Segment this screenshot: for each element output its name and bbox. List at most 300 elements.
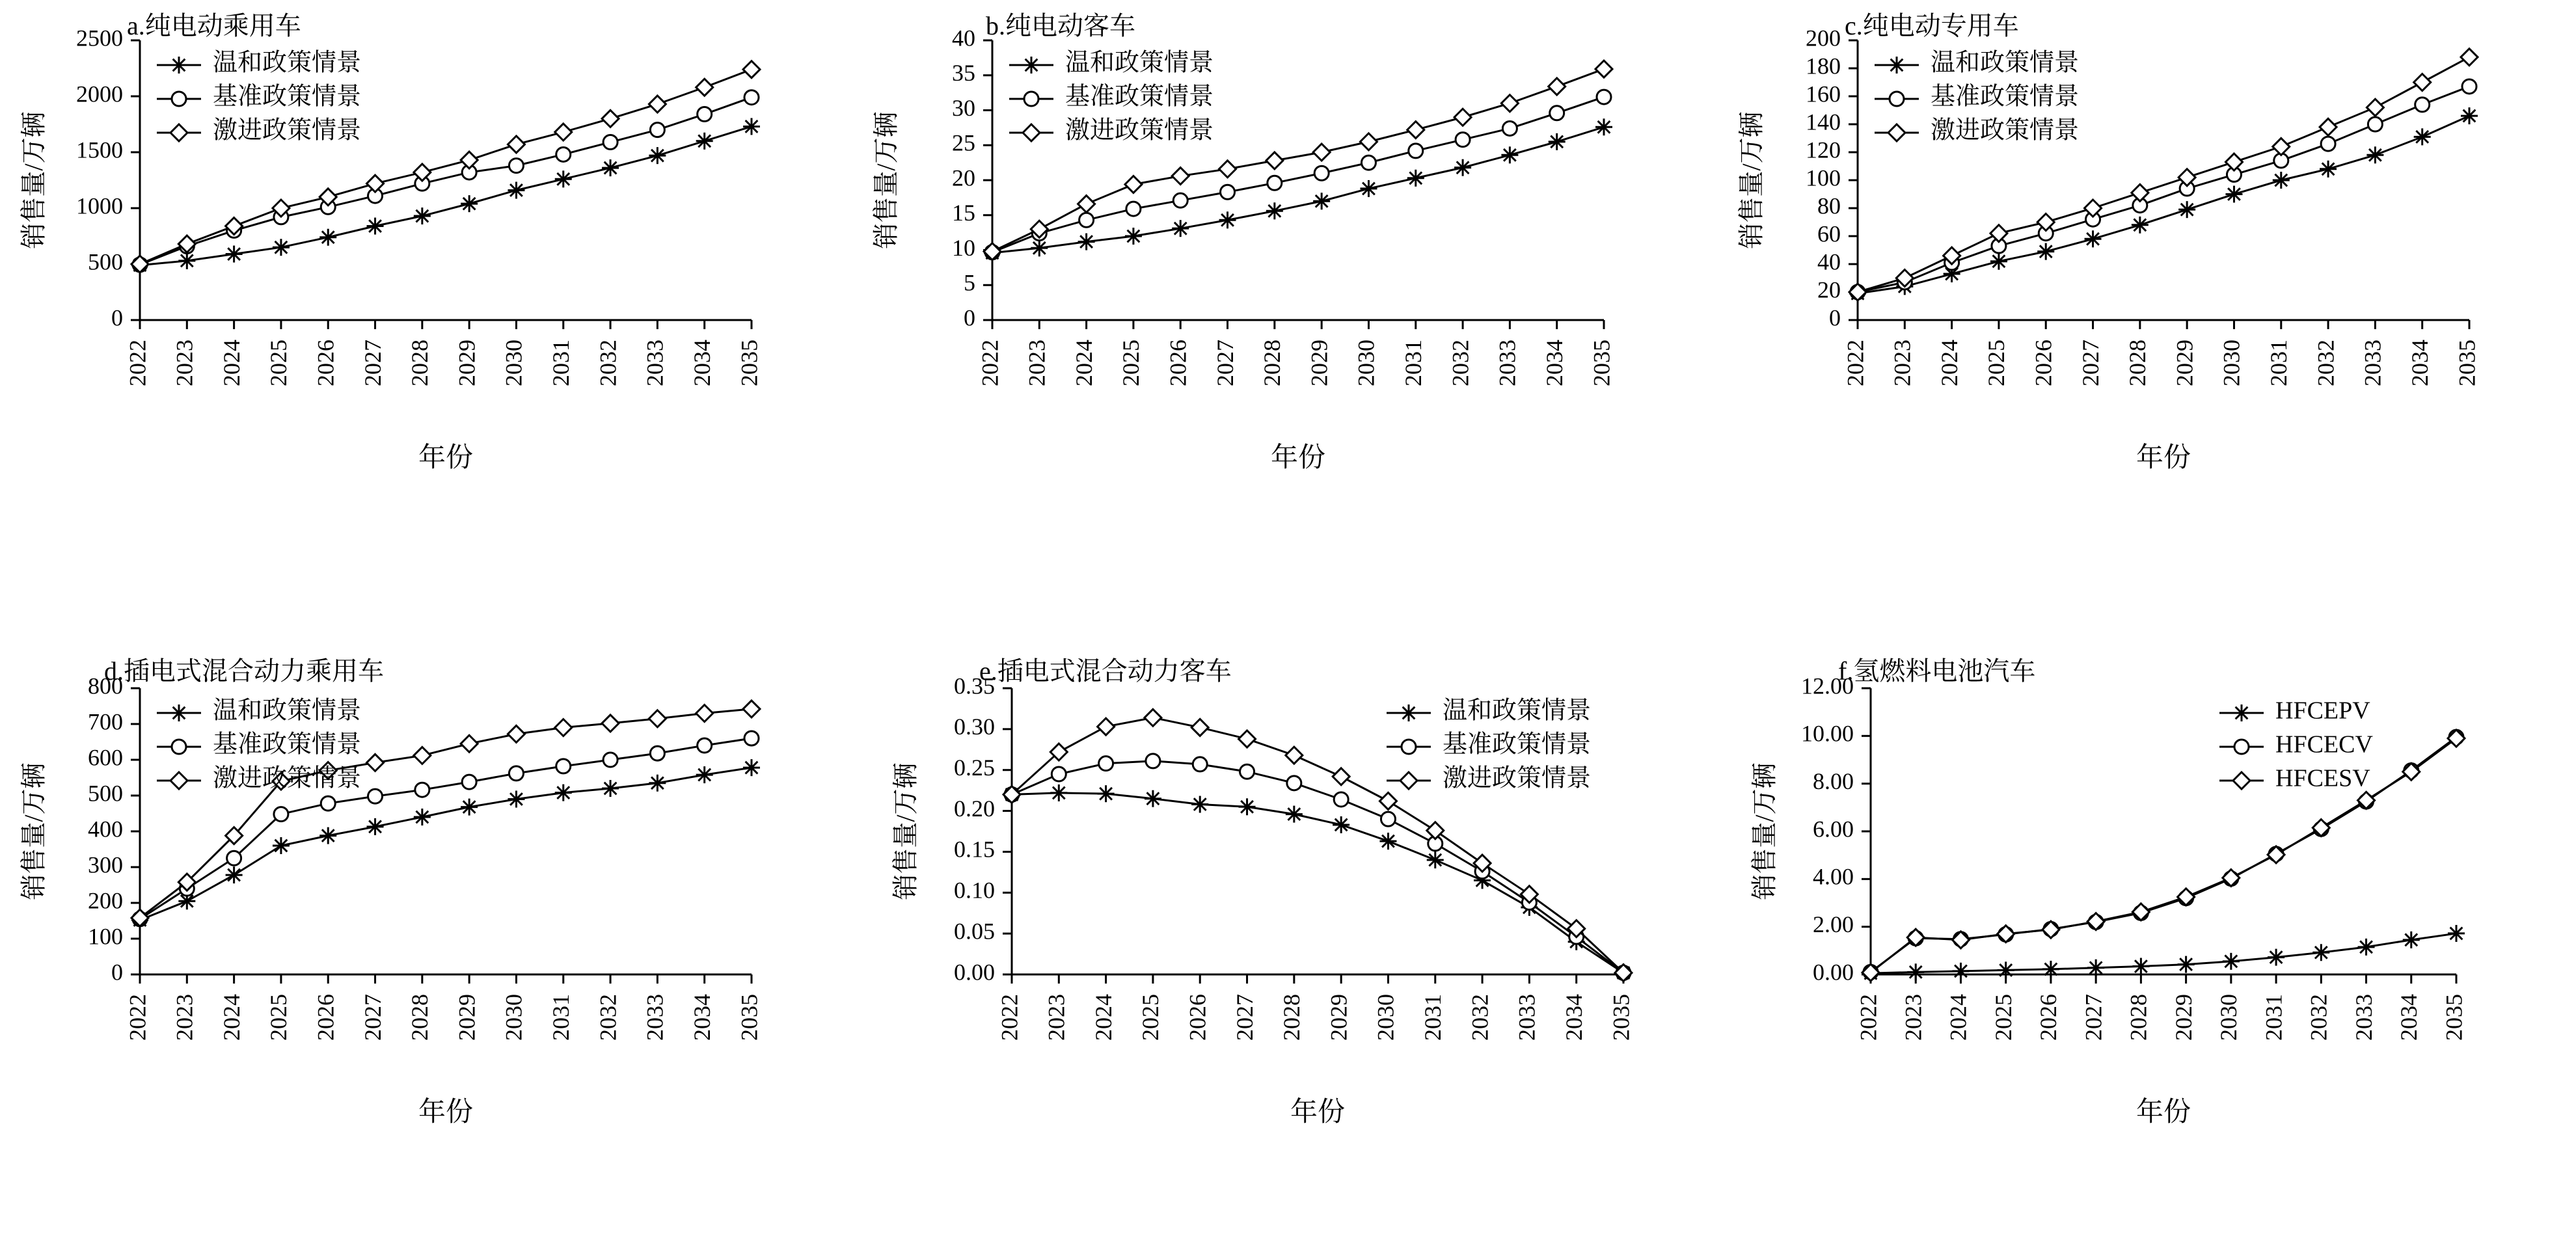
x-tick-label: 2027 <box>359 340 386 386</box>
legend-label: 基准政策情景 <box>1931 83 2080 111</box>
x-tick-label: 2026 <box>1165 340 1191 386</box>
y-tick-label: 0 <box>1829 304 1841 331</box>
data-point-circle-icon <box>172 92 186 106</box>
data-point-star-icon <box>2312 944 2329 961</box>
legend-label: 温和政策情景 <box>1443 697 1592 725</box>
x-axis-label: 年份 <box>2135 443 2191 473</box>
x-tick-label: 2034 <box>688 340 715 386</box>
data-point-diamond-icon <box>367 754 384 771</box>
x-tick-label: 2030 <box>500 994 527 1041</box>
y-tick-label: 0.20 <box>954 795 995 822</box>
x-tick-label: 2023 <box>1024 340 1050 386</box>
y-tick-label: 500 <box>88 248 123 275</box>
x-tick-label: 2032 <box>2305 994 2332 1041</box>
data-point-circle-icon <box>1051 767 1066 781</box>
x-tick-label: 2035 <box>1588 340 1615 386</box>
x-tick-label: 2029 <box>2170 994 2197 1041</box>
data-point-star-icon <box>178 252 195 269</box>
data-point-star-icon <box>170 57 187 74</box>
x-tick-label: 2024 <box>1070 340 1097 386</box>
y-axis-label: 销售量/万辆 <box>1750 762 1779 900</box>
data-point-diamond-icon <box>2366 99 2383 116</box>
data-point-diamond-icon <box>2225 154 2242 170</box>
data-point-circle-icon <box>603 753 617 767</box>
chart-svg <box>859 0 1718 623</box>
axes <box>992 40 1604 320</box>
x-axis-label: 年份 <box>1270 443 1326 473</box>
data-point-circle-icon <box>1502 121 1517 135</box>
data-point-star-icon <box>2085 230 2102 247</box>
data-point-circle-icon <box>1146 754 1160 768</box>
data-point-star-icon <box>2225 186 2242 203</box>
x-tick-label: 2025 <box>1983 340 2010 386</box>
data-point-diamond-icon <box>1098 718 1115 735</box>
data-point-diamond-icon <box>649 710 666 727</box>
data-point-star-icon <box>1286 806 1303 823</box>
data-point-circle-icon <box>698 738 712 753</box>
x-tick-label: 2033 <box>2359 340 2386 386</box>
chart-svg <box>0 0 859 623</box>
y-tick-label: 1500 <box>76 137 123 163</box>
data-point-circle-icon <box>2234 740 2249 754</box>
chart-title: e.插电式混合动力客车 <box>979 656 1232 686</box>
x-tick-label: 2035 <box>2454 340 2480 386</box>
data-point-diamond-icon <box>1454 109 1471 126</box>
data-point-star-icon <box>1990 253 2007 270</box>
data-point-diamond-icon <box>1888 124 1905 141</box>
data-point-star-icon <box>1333 816 1349 833</box>
y-tick-label: 4.00 <box>1813 863 1854 890</box>
data-point-circle-icon <box>1126 202 1141 216</box>
data-point-star-icon <box>226 866 243 883</box>
data-point-circle-icon <box>2415 98 2430 112</box>
data-point-circle-icon <box>1268 176 1282 190</box>
data-point-diamond-icon <box>1172 168 1189 185</box>
chart-panel-c <box>1718 0 2576 623</box>
y-axis-label: 销售量/万辆 <box>19 762 48 900</box>
y-tick-label: 80 <box>1817 193 1841 219</box>
x-tick-label: 2030 <box>1353 340 1379 386</box>
y-tick-label: 40 <box>1817 248 1841 275</box>
data-point-circle-icon <box>1409 144 1423 158</box>
data-point-star-icon <box>696 133 713 150</box>
x-tick-label: 2030 <box>2218 340 2245 386</box>
data-point-circle-icon <box>2462 79 2476 94</box>
chart-legend <box>2219 697 2373 792</box>
data-point-diamond-icon <box>414 747 431 764</box>
data-point-circle-icon <box>1402 740 1416 754</box>
chart-title: b.纯电动客车 <box>986 11 1135 40</box>
data-point-diamond-icon <box>2461 49 2478 66</box>
data-point-star-icon <box>602 159 619 176</box>
chart-panel-d <box>0 623 859 1247</box>
legend-label: HFCEPV <box>2275 697 2370 725</box>
y-tick-label: 60 <box>1817 221 1841 247</box>
x-tick-label: 2028 <box>2125 994 2152 1041</box>
y-tick-label: 160 <box>1806 81 1841 107</box>
y-tick-label: 140 <box>1806 109 1841 135</box>
data-point-star-icon <box>2358 939 2375 956</box>
data-point-diamond-icon <box>1849 284 1866 301</box>
y-tick-label: 180 <box>1806 53 1841 79</box>
data-point-diamond-icon <box>1333 768 1349 785</box>
x-tick-label: 2027 <box>359 994 386 1041</box>
x-tick-label: 2029 <box>1306 340 1333 386</box>
x-tick-label: 2032 <box>1467 994 1493 1041</box>
data-point-circle-icon <box>415 783 429 797</box>
data-point-star-icon <box>1907 963 1924 980</box>
data-point-diamond-icon <box>555 124 572 141</box>
data-point-diamond-icon <box>696 705 713 722</box>
x-tick-label: 2028 <box>407 340 433 386</box>
x-tick-label: 2029 <box>454 340 480 386</box>
legend-label: 温和政策情景 <box>1931 49 2080 77</box>
data-point-star-icon <box>1191 796 1208 813</box>
y-tick-label: 15 <box>952 200 975 226</box>
data-point-circle-icon <box>556 147 571 161</box>
data-point-diamond-icon <box>1145 709 1161 726</box>
x-axis-label: 年份 <box>418 443 474 473</box>
x-tick-label: 2030 <box>500 340 527 386</box>
data-point-star-icon <box>2403 932 2420 948</box>
x-tick-label: 2027 <box>2077 340 2104 386</box>
data-point-star-icon <box>1023 57 1040 74</box>
y-tick-label: 0.05 <box>954 918 995 945</box>
data-point-star-icon <box>2042 961 2059 978</box>
data-point-circle-icon <box>1099 757 1113 771</box>
data-point-star-icon <box>226 246 243 263</box>
x-tick-label: 2025 <box>1990 994 2016 1041</box>
data-point-star-icon <box>1952 963 1969 980</box>
data-point-circle-icon <box>509 766 523 781</box>
x-tick-label: 2029 <box>1325 994 1352 1041</box>
y-tick-label: 700 <box>88 708 123 735</box>
data-point-star-icon <box>367 818 384 835</box>
data-point-diamond-icon <box>461 152 478 168</box>
data-point-star-icon <box>1501 146 1518 163</box>
chart-svg <box>1718 0 2576 623</box>
x-tick-label: 2029 <box>454 994 480 1041</box>
data-point-star-icon <box>2268 949 2285 966</box>
data-point-circle-icon <box>321 796 335 811</box>
data-point-diamond-icon <box>2320 118 2337 135</box>
data-point-star-icon <box>1427 851 1444 868</box>
data-point-diamond-icon <box>1990 225 2007 242</box>
data-point-star-icon <box>2132 217 2149 234</box>
data-point-diamond-icon <box>2414 74 2431 91</box>
data-point-diamond-icon <box>508 136 524 153</box>
chart-title: c.纯电动专用车 <box>1845 11 2019 40</box>
y-tick-label: 2500 <box>76 25 123 51</box>
data-point-diamond-icon <box>1239 731 1256 747</box>
data-point-star-icon <box>170 704 187 721</box>
legend-label: 激进政策情景 <box>1931 116 2080 144</box>
legend-label: 激进政策情景 <box>1443 764 1592 792</box>
data-point-star-icon <box>1239 798 1256 815</box>
legend-label: 基准政策情景 <box>213 731 362 758</box>
x-tick-label: 2035 <box>1608 994 1634 1041</box>
x-tick-label: 2028 <box>1279 994 1305 1041</box>
data-point-circle-icon <box>603 135 617 150</box>
x-tick-label: 2032 <box>595 340 621 386</box>
data-point-star-icon <box>1379 833 1396 850</box>
y-tick-label: 400 <box>88 816 123 842</box>
y-tick-label: 0.15 <box>954 836 995 863</box>
chart-legend <box>1009 49 1213 144</box>
data-point-star-icon <box>1266 202 1283 219</box>
data-point-star-icon <box>555 170 572 187</box>
x-tick-label: 2026 <box>1184 994 1211 1041</box>
data-point-diamond-icon <box>1400 772 1417 789</box>
x-tick-label: 2033 <box>642 994 668 1041</box>
x-tick-label: 2022 <box>996 994 1023 1041</box>
data-point-diamond-icon <box>1286 747 1303 764</box>
x-tick-label: 2033 <box>1513 994 1540 1041</box>
chart-svg <box>859 623 1718 1247</box>
data-point-star-icon <box>1145 790 1161 807</box>
x-tick-label: 2025 <box>1137 994 1164 1041</box>
legend-label: 温和政策情景 <box>213 697 362 725</box>
y-tick-label: 100 <box>1806 165 1841 191</box>
series-2 <box>985 90 1611 260</box>
legend-label: 基准政策情景 <box>1443 731 1592 758</box>
data-point-star-icon <box>743 118 760 135</box>
data-point-diamond-icon <box>1407 122 1424 139</box>
x-tick-label: 2023 <box>171 994 198 1041</box>
data-point-diamond-icon <box>743 701 760 717</box>
x-tick-label: 2027 <box>1231 994 1258 1041</box>
y-tick-label: 0 <box>111 959 123 986</box>
data-point-circle-icon <box>172 740 186 754</box>
data-point-star-icon <box>1549 133 1566 150</box>
y-tick-label: 0 <box>964 304 975 331</box>
data-point-circle-icon <box>1240 764 1254 779</box>
data-point-star-icon <box>2223 953 2240 970</box>
data-point-star-icon <box>1078 234 1095 250</box>
y-tick-label: 120 <box>1806 137 1841 163</box>
data-point-circle-icon <box>1456 133 1470 147</box>
data-point-diamond-icon <box>1266 152 1283 169</box>
chart-title: d.插电式混合动力乘用车 <box>104 656 384 686</box>
series-2 <box>1851 79 2476 299</box>
data-point-star-icon <box>414 208 431 224</box>
chart-svg <box>1718 623 2576 1247</box>
data-point-star-icon <box>461 195 478 212</box>
data-point-star-icon <box>1172 220 1189 237</box>
data-point-diamond-icon <box>2273 138 2290 155</box>
data-point-circle-icon <box>1193 757 1207 771</box>
series-2 <box>133 731 759 926</box>
x-tick-label: 2024 <box>1936 340 1962 386</box>
data-point-circle-icon <box>2368 117 2382 131</box>
data-point-diamond-icon <box>602 110 619 127</box>
x-tick-label: 2032 <box>1447 340 1474 386</box>
data-point-circle-icon <box>1597 90 1611 104</box>
data-point-diamond-icon <box>1078 196 1095 213</box>
data-point-diamond-icon <box>367 175 384 192</box>
data-point-diamond-icon <box>1427 822 1444 839</box>
x-tick-label: 2025 <box>265 994 292 1041</box>
data-point-diamond-icon <box>1191 719 1208 736</box>
data-point-star-icon <box>602 780 619 797</box>
y-tick-label: 300 <box>88 851 123 878</box>
x-tick-label: 2027 <box>1212 340 1238 386</box>
data-point-diamond-icon <box>649 96 666 113</box>
data-point-star-icon <box>1407 170 1424 187</box>
y-tick-label: 0.25 <box>954 754 995 781</box>
x-tick-label: 2031 <box>1420 994 1446 1041</box>
legend-label: 温和政策情景 <box>1065 49 1214 77</box>
data-point-star-icon <box>367 218 384 235</box>
data-point-star-icon <box>273 239 290 256</box>
x-tick-label: 2024 <box>218 994 245 1041</box>
y-tick-label: 800 <box>88 673 123 699</box>
y-tick-label: 0.35 <box>954 673 995 699</box>
data-point-star-icon <box>649 775 666 792</box>
x-tick-label: 2026 <box>312 340 339 386</box>
y-tick-label: 10.00 <box>1801 720 1854 747</box>
data-point-star-icon <box>2087 959 2104 976</box>
chart-legend <box>157 697 361 792</box>
data-point-circle-icon <box>1381 812 1395 826</box>
data-point-star-icon <box>508 181 524 198</box>
x-axis-label: 年份 <box>1290 1097 1346 1127</box>
data-point-circle-icon <box>1221 185 1235 199</box>
x-tick-label: 2033 <box>642 340 668 386</box>
y-axis-label: 销售量/万辆 <box>1737 111 1766 249</box>
data-point-diamond-icon <box>1360 133 1377 150</box>
legend-label: 温和政策情景 <box>213 49 362 77</box>
x-tick-label: 2034 <box>1560 994 1587 1041</box>
data-point-star-icon <box>1888 57 1905 74</box>
legend-label: 基准政策情景 <box>213 83 362 111</box>
data-point-diamond-icon <box>1313 144 1330 161</box>
data-point-diamond-icon <box>1023 124 1040 141</box>
x-tick-label: 2024 <box>1090 994 1117 1041</box>
data-point-star-icon <box>1454 159 1471 176</box>
data-point-star-icon <box>649 147 666 164</box>
x-tick-label: 2023 <box>1889 340 1916 386</box>
x-tick-label: 2022 <box>124 994 151 1041</box>
data-point-circle-icon <box>744 90 759 105</box>
data-point-circle-icon <box>1079 213 1094 227</box>
y-tick-label: 25 <box>952 129 975 156</box>
data-point-diamond-icon <box>1501 95 1518 112</box>
chart-panel-b <box>859 0 1718 623</box>
legend-label: 激进政策情景 <box>213 764 362 792</box>
data-point-diamond-icon <box>170 124 187 141</box>
y-tick-label: 200 <box>1806 25 1841 51</box>
y-tick-label: 20 <box>952 165 975 191</box>
legend-label: HFCESV <box>2275 764 2370 792</box>
data-point-diamond-icon <box>461 735 478 752</box>
x-tick-label: 2022 <box>977 340 1003 386</box>
y-tick-label: 10 <box>952 234 975 261</box>
y-tick-label: 2.00 <box>1813 911 1854 937</box>
x-tick-label: 2031 <box>1400 340 1427 386</box>
data-point-star-icon <box>1031 239 1048 256</box>
data-point-star-icon <box>2233 704 2250 721</box>
x-tick-label: 2034 <box>1541 340 1567 386</box>
data-point-star-icon <box>2273 172 2290 189</box>
data-point-diamond-icon <box>1595 60 1612 77</box>
data-point-star-icon <box>743 759 760 776</box>
data-point-circle-icon <box>227 851 241 865</box>
x-tick-label: 2031 <box>548 994 575 1041</box>
data-point-star-icon <box>1313 193 1330 209</box>
data-point-star-icon <box>319 827 336 844</box>
data-point-star-icon <box>1050 784 1067 801</box>
data-point-diamond-icon <box>743 61 760 78</box>
data-point-star-icon <box>461 799 478 816</box>
data-point-circle-icon <box>1173 193 1187 208</box>
y-tick-label: 200 <box>88 887 123 914</box>
data-point-star-icon <box>555 784 572 801</box>
data-point-diamond-icon <box>602 715 619 732</box>
data-point-star-icon <box>2448 925 2465 942</box>
x-tick-label: 2033 <box>2350 994 2377 1041</box>
data-point-star-icon <box>2414 128 2431 145</box>
data-point-circle-icon <box>650 746 664 760</box>
chart-svg <box>0 623 859 1247</box>
chart-panel-e <box>859 623 1718 1247</box>
data-point-circle-icon <box>2321 137 2335 151</box>
data-point-diamond-icon <box>2132 184 2149 201</box>
x-tick-label: 2026 <box>2030 340 2057 386</box>
data-point-star-icon <box>2366 146 2383 163</box>
data-point-star-icon <box>2037 243 2054 260</box>
data-point-circle-icon <box>1334 792 1348 807</box>
x-tick-label: 2032 <box>2312 340 2339 386</box>
data-point-circle-icon <box>1024 92 1038 106</box>
data-point-diamond-icon <box>2233 772 2250 789</box>
y-axis-label: 销售量/万辆 <box>19 111 48 249</box>
x-tick-label: 2025 <box>265 340 292 386</box>
y-tick-label: 0.00 <box>1813 959 1854 986</box>
axes <box>1858 40 2469 320</box>
series-1 <box>1003 784 1632 982</box>
x-tick-label: 2022 <box>124 340 151 386</box>
data-point-circle-icon <box>650 123 664 137</box>
data-point-star-icon <box>2461 107 2478 124</box>
chart-title: f.氢燃料电池汽车 <box>1838 656 2036 686</box>
x-tick-label: 2023 <box>171 340 198 386</box>
data-point-star-icon <box>1098 785 1115 802</box>
data-point-circle-icon <box>1314 166 1329 180</box>
data-point-circle-icon <box>556 759 571 773</box>
y-tick-label: 100 <box>88 923 123 950</box>
x-tick-label: 2035 <box>2441 994 2467 1041</box>
x-tick-label: 2032 <box>595 994 621 1041</box>
data-point-circle-icon <box>1550 106 1564 120</box>
data-point-star-icon <box>1360 180 1377 197</box>
y-tick-label: 0.00 <box>954 959 995 986</box>
legend-label: 激进政策情景 <box>1065 116 1214 144</box>
legend-label: 激进政策情景 <box>213 116 362 144</box>
x-tick-label: 2028 <box>2124 340 2151 386</box>
x-tick-label: 2034 <box>2396 994 2422 1041</box>
data-point-star-icon <box>1595 118 1612 135</box>
chart-legend <box>1387 697 1591 792</box>
x-tick-label: 2025 <box>1118 340 1145 386</box>
data-point-circle-icon <box>368 789 383 803</box>
x-axis-label: 年份 <box>418 1097 474 1127</box>
y-tick-label: 2000 <box>76 81 123 107</box>
data-point-circle-icon <box>698 107 712 122</box>
x-tick-label: 2031 <box>548 340 575 386</box>
data-point-star-icon <box>414 809 431 825</box>
x-tick-label: 2024 <box>1945 994 1972 1041</box>
